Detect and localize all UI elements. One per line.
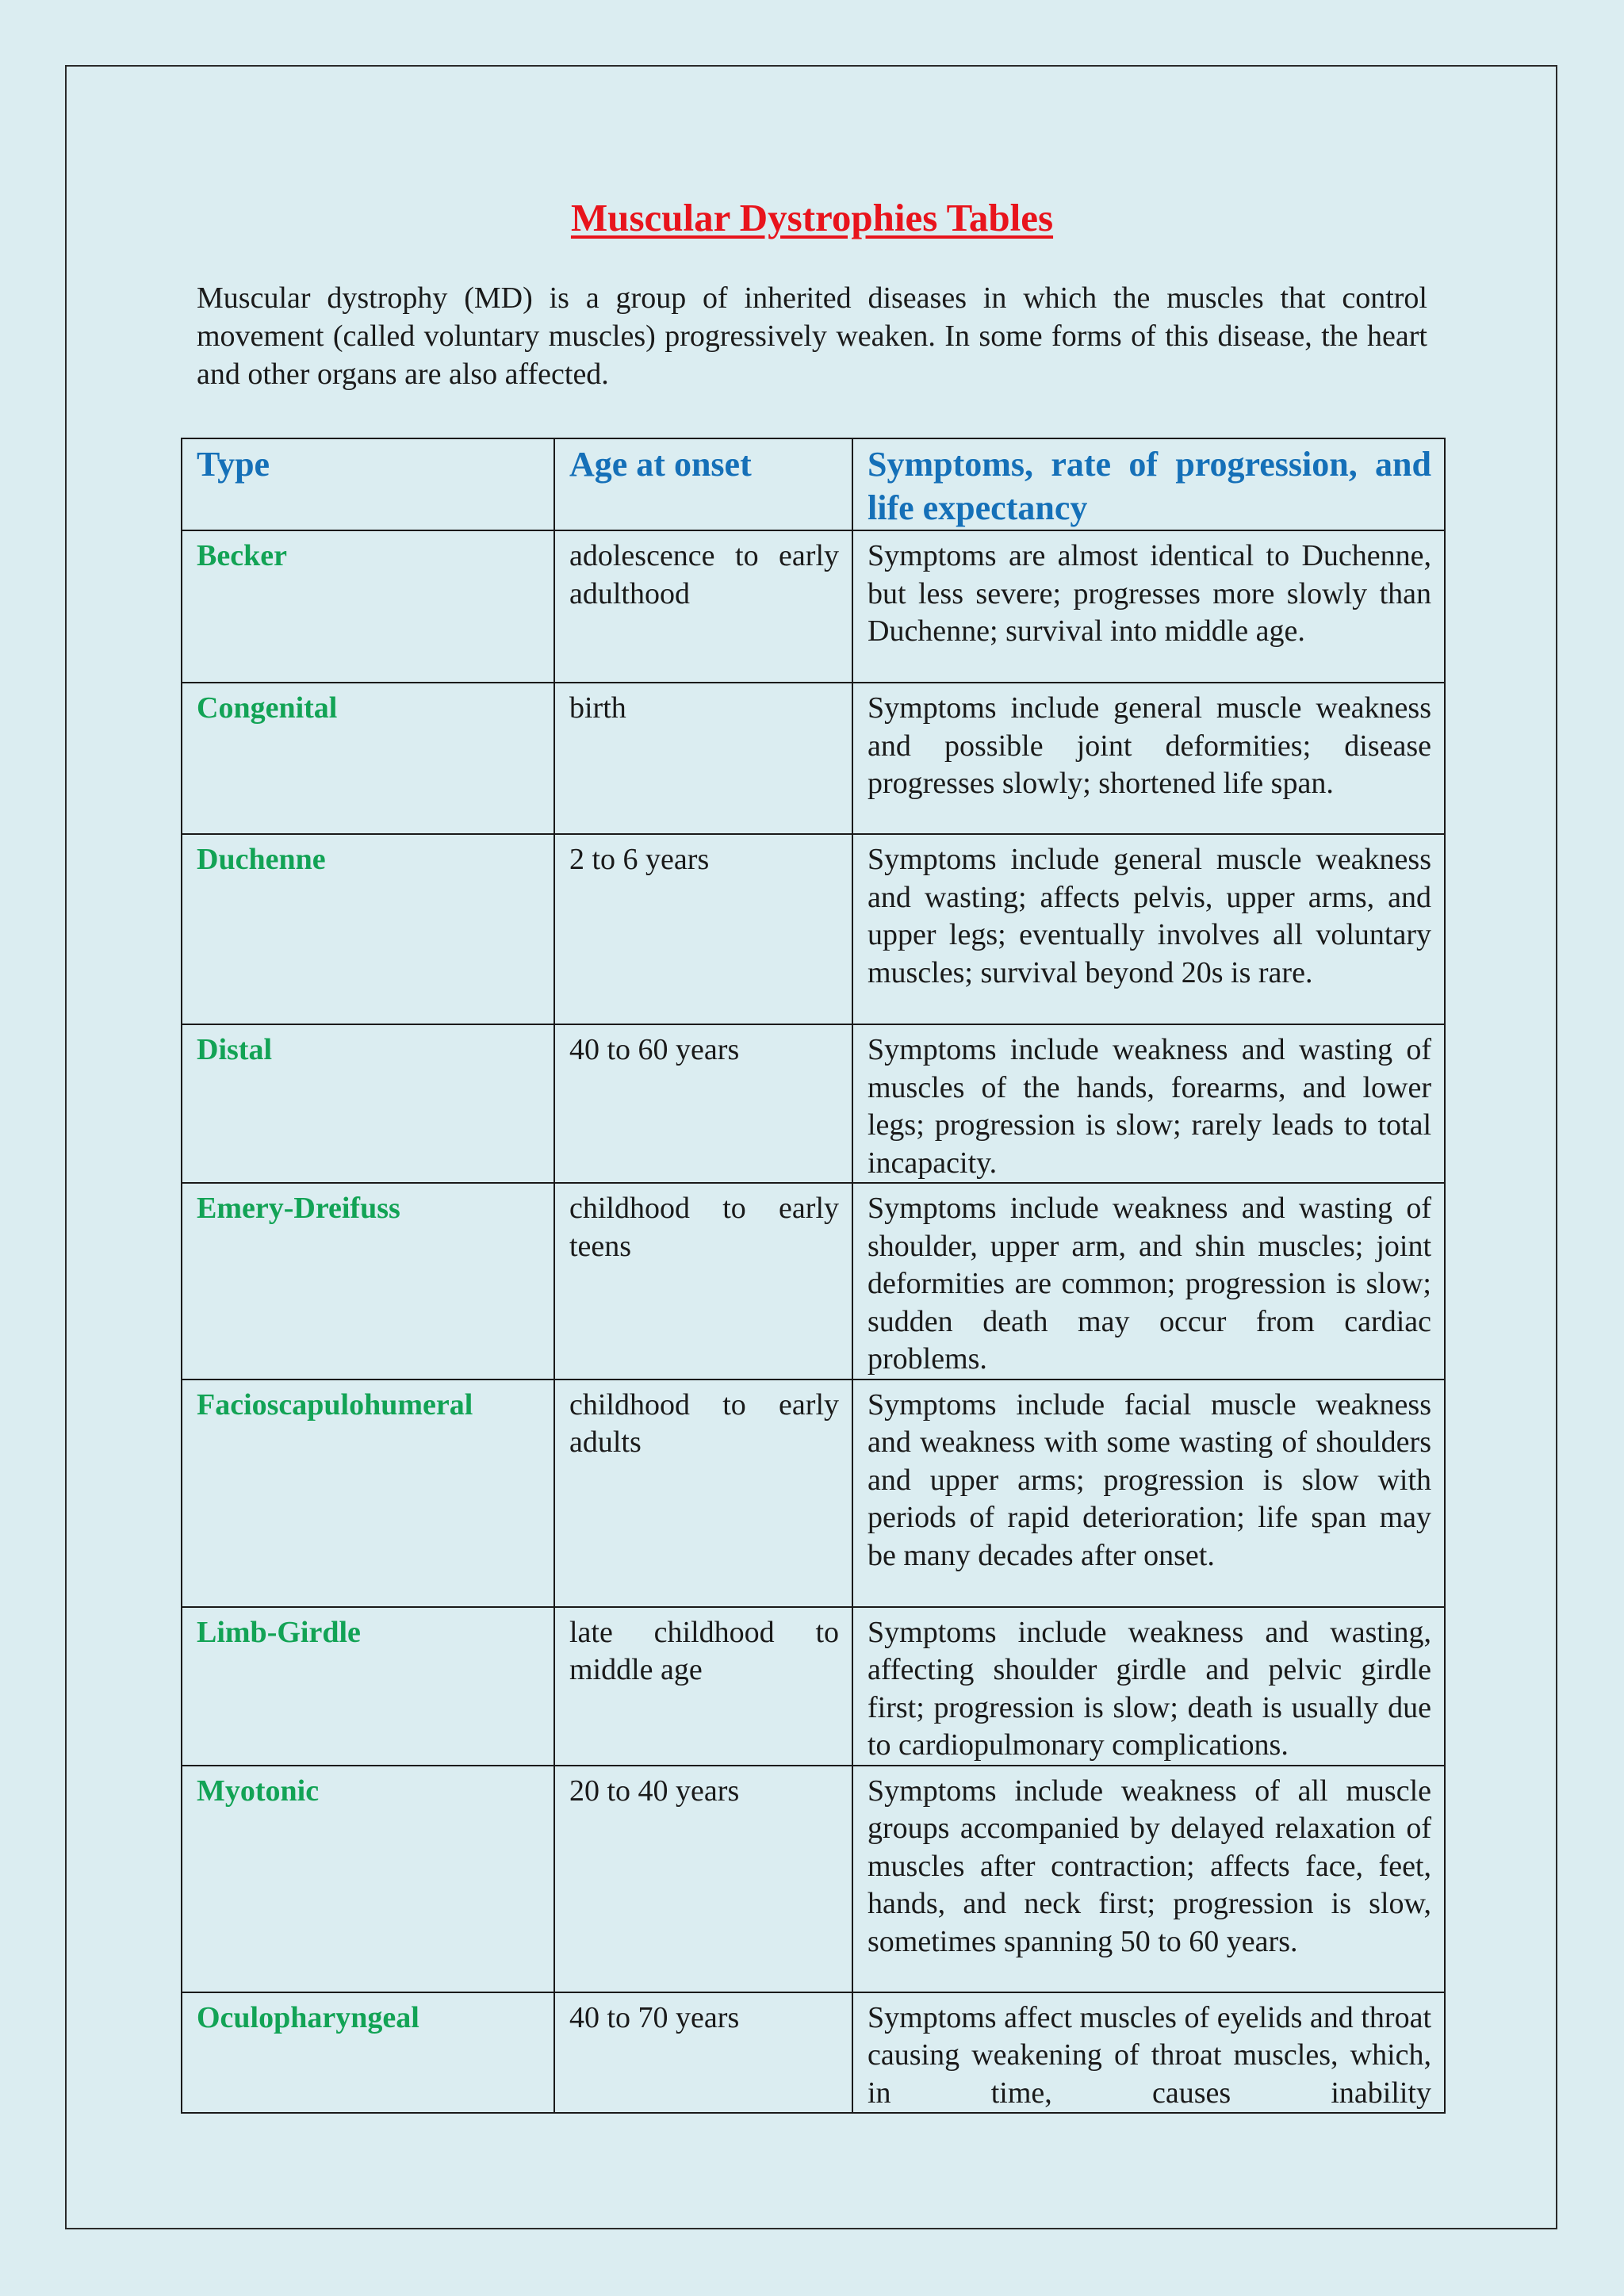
type-cell: Becker [182, 530, 554, 683]
header-symptoms: Symptoms, rate of progression, and life expectancy [852, 438, 1445, 530]
header-onset: Age at onset [554, 438, 852, 530]
type-cell: Oculopharyngeal [182, 1992, 554, 2114]
table-row [182, 834, 1445, 1024]
symptoms-cell: Symptoms affect muscles of eyelids and throat causing weakening of throat muscles, which, in time, causes inability [852, 1992, 1445, 2114]
symptoms-cell: Symptoms include facial muscle weakness and weakness with some wasting of shoulders and upper arms; progression is slow with periods of rapid deterioration; life span may be many decades after onset. [852, 1380, 1445, 1607]
symptoms-cell: Symptoms include general muscle weakness and wasting; affects pelvis, upper arms, and upper legs; eventually involves all voluntary muscles; survival beyond 20s is rare. [852, 834, 1445, 1024]
symptoms-cell: Symptoms include weakness and wasting of shoulder, upper arm, and shin muscles; joint deformities are common; progression is slow; sudden death may occur from cardiac problems. [852, 1183, 1445, 1380]
intro-paragraph: Muscular dystrophy (MD) is a group of inherited diseases in which the muscles that control movement (called voluntary muscles) progressively weaken. In some forms of this disease, the heart and other organs are also affected. [197, 281, 1427, 391]
onset-cell: birth [554, 683, 852, 834]
onset-cell: 40 to 70 years [554, 1992, 852, 2114]
table-row [182, 1607, 1445, 1766]
table-row [182, 1380, 1445, 1607]
table-row [182, 1183, 1445, 1380]
type-cell: Facioscapulohumeral [182, 1380, 554, 1607]
table-row [182, 1992, 1445, 2114]
onset-cell: 40 to 60 years [554, 1024, 852, 1183]
symptoms-cell: Symptoms include weakness and wasting of muscles of the hands, forearms, and lower legs; progression is slow; rarely leads to total incapacity. [852, 1024, 1445, 1183]
symptoms-cell: Symptoms include weakness of all muscle groups accompanied by delayed relaxation of muscles after contraction; affects face, feet, hands, and neck first; progression is slow, sometimes spanning 50 to 60 years. [852, 1766, 1445, 1992]
type-cell: Myotonic [182, 1766, 554, 1992]
table-row [182, 1766, 1445, 1992]
onset-cell: 2 to 6 years [554, 834, 852, 1024]
table-header-row [182, 438, 1445, 530]
type-cell: Duchenne [182, 834, 554, 1024]
header-type: Type [182, 438, 554, 530]
page-title: Muscular Dystrophies Tables [570, 196, 1054, 239]
table-row [182, 683, 1445, 834]
onset-cell: adolescence to early adulthood [554, 530, 852, 683]
type-cell: Distal [182, 1024, 554, 1183]
table-row [182, 1024, 1445, 1183]
onset-cell: childhood to early teens [554, 1183, 852, 1380]
symptoms-cell: Symptoms include general muscle weakness and possible joint deformities; disease progresses slowly; shortened life span. [852, 683, 1445, 834]
onset-cell: late childhood to middle age [554, 1607, 852, 1766]
onset-cell: childhood to early adults [554, 1380, 852, 1607]
onset-cell: 20 to 40 years [554, 1766, 852, 1992]
dystrophies-table [181, 438, 1446, 2114]
symptoms-cell: Symptoms are almost identical to Duchenne, but less severe; progresses more slowly than Duchenne; survival into middle age. [852, 530, 1445, 683]
symptoms-cell: Symptoms include weakness and wasting, affecting shoulder girdle and pelvic girdle first; progression is slow; death is usually due to cardiopulmonary complications. [852, 1607, 1445, 1766]
type-cell: Emery-Dreifuss [182, 1183, 554, 1380]
type-cell: Limb-Girdle [182, 1607, 554, 1766]
table-row [182, 530, 1445, 683]
type-cell: Congenital [182, 683, 554, 834]
